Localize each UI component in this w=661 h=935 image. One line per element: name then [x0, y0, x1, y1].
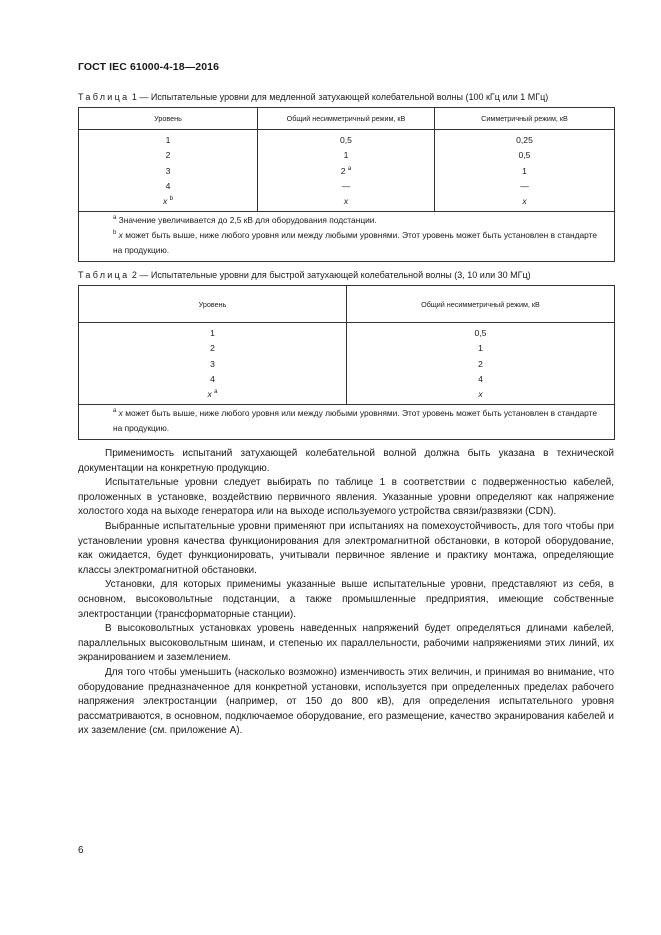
- table-cell: 0,5: [340, 135, 352, 145]
- table-cell: 2: [165, 150, 171, 161]
- table2-notes: [79, 405, 615, 440]
- table1-notes: [79, 212, 615, 262]
- table-cell: 2 $^a$: [340, 165, 352, 176]
- table1-note-a: $^a$ Значение увеличивается до 2,5 кВ для оборудования подстанции.: [113, 215, 377, 226]
- table1-header-common: Общий несимметричный режим, кВ: [258, 108, 435, 130]
- table1-header-level: Уровень: [79, 108, 258, 130]
- paragraph: Выбранные испытательные уровни применяют при испытаниях на помехоустойчивость, для того чтобы при установлении уровня качества функционирования для электромагнитной обстановки, в которой оборудование, как ожидается, будет функционировать, учитывали первичное явление и практику монтажа, определяющие классы электромагнитной обстановки.: [78, 520, 614, 576]
- table-cell: 1: [478, 343, 483, 354]
- table1-symmetric-column: [435, 130, 615, 212]
- table-cell: 3: [165, 165, 171, 176]
- table1: [78, 107, 615, 262]
- paragraph: Установки, для которых применимы указанные выше испытательные уровни, представляют из себя, в основном, высоковольтные подстанции, а также промышленные предприятия, имеющие собственные электростанции (трансформаторные станции).: [78, 579, 614, 620]
- document-header: ГОСТ IEC 61000-4-18—2016: [78, 61, 220, 73]
- table-cell: 4: [478, 373, 483, 384]
- paragraph: В высоковольтных установках уровень наведенных напряжений будет определяться длинами кабелей, параллельных высоковольтным шинам, и степенью их параллельности, рабочими напряжениями этих линий, их экранированием и заземлением.: [78, 623, 614, 664]
- table2-header-common: Общий несимметричный режим, кВ: [347, 286, 615, 323]
- table-cell: x $^b$: [162, 196, 174, 207]
- table1-caption: [78, 92, 548, 102]
- table1-common-column: [258, 130, 435, 212]
- table-cell: 0,5: [474, 328, 487, 338]
- table-cell: 3: [210, 358, 215, 369]
- paragraph: Испытательные уровни следует выбирать по таблице 1 в соответствии с подверженностью кабелей, проложенных в установке, воздействию первичного явления. Указанные уровни определяют как напряжение холостого хода на выходе генератора или на выходе используемого устройства связи/развязки (CDN).: [78, 477, 614, 518]
- table2-level-column: [79, 323, 347, 405]
- paragraph: Для того чтобы уменьшить (насколько возможно) изменчивость этих величин, и принимая во внимание, что оборудование предназначенное для конкретной установки, используется при определенных пределах рабочего напряжения электростанции (например, от 150 до 800 кВ), для определения испытательного уровня рассматриваются, в основном, подключаемое оборудование, его размещение, качество экранирования кабелей и их заземление (см. приложение А).: [78, 666, 614, 737]
- table2-common-column: [347, 323, 615, 405]
- table1-level-column: [79, 130, 258, 212]
- table-cell: 1: [522, 165, 527, 176]
- table-cell: 4: [210, 373, 215, 384]
- table-cell: 1: [210, 328, 215, 338]
- table2-header-level: Уровень: [79, 286, 347, 323]
- paragraph: Применимость испытаний затухающей колебательной волной должна быть указана в технической документации на конкретную продукцию.: [78, 448, 614, 474]
- table1-caption-label: Таблица: [78, 92, 130, 102]
- table-cell: x: [343, 196, 349, 207]
- table-cell: —: [520, 180, 529, 191]
- table2-caption-text: 2 — Испытательные уровни для быстрой затухающей колебательной волны (3, 10 или 30 МГц): [131, 270, 531, 280]
- table2-caption-label: Таблица: [78, 270, 130, 280]
- table-cell: x $^a$: [207, 389, 218, 400]
- table-cell: x: [478, 389, 483, 400]
- table-cell: 1: [343, 150, 349, 161]
- table2-caption: [78, 270, 531, 280]
- table-cell: 2: [478, 358, 483, 369]
- page-number: 6: [78, 845, 84, 856]
- body-text: [78, 447, 614, 739]
- table1-note-b: $^b$ x может быть выше, ниже любого уровня или между любыми уровнями. Этот уровень может быть установлен в стандарте на продукцию.: [113, 230, 598, 256]
- table2-note-a: $^a$ x может быть выше, ниже любого уровня или между любыми уровнями. Этот уровень может быть установлен в стандарте на продукцию.: [113, 408, 598, 434]
- table-cell: 2: [210, 343, 215, 354]
- table2: [78, 285, 615, 440]
- table-cell: 4: [165, 180, 171, 191]
- table-cell: x: [522, 196, 527, 207]
- table-cell: 1: [165, 135, 171, 145]
- table-cell: —: [341, 180, 351, 191]
- table1-header-symmetric: Симметричный режим, кВ: [435, 108, 615, 130]
- table1-caption-text: 1 — Испытательные уровни для медленной затухающей колебательной волны (100 кГц или 1 МГц): [131, 92, 549, 102]
- table-cell: 0,25: [516, 135, 533, 145]
- table-cell: 0,5: [518, 150, 531, 161]
